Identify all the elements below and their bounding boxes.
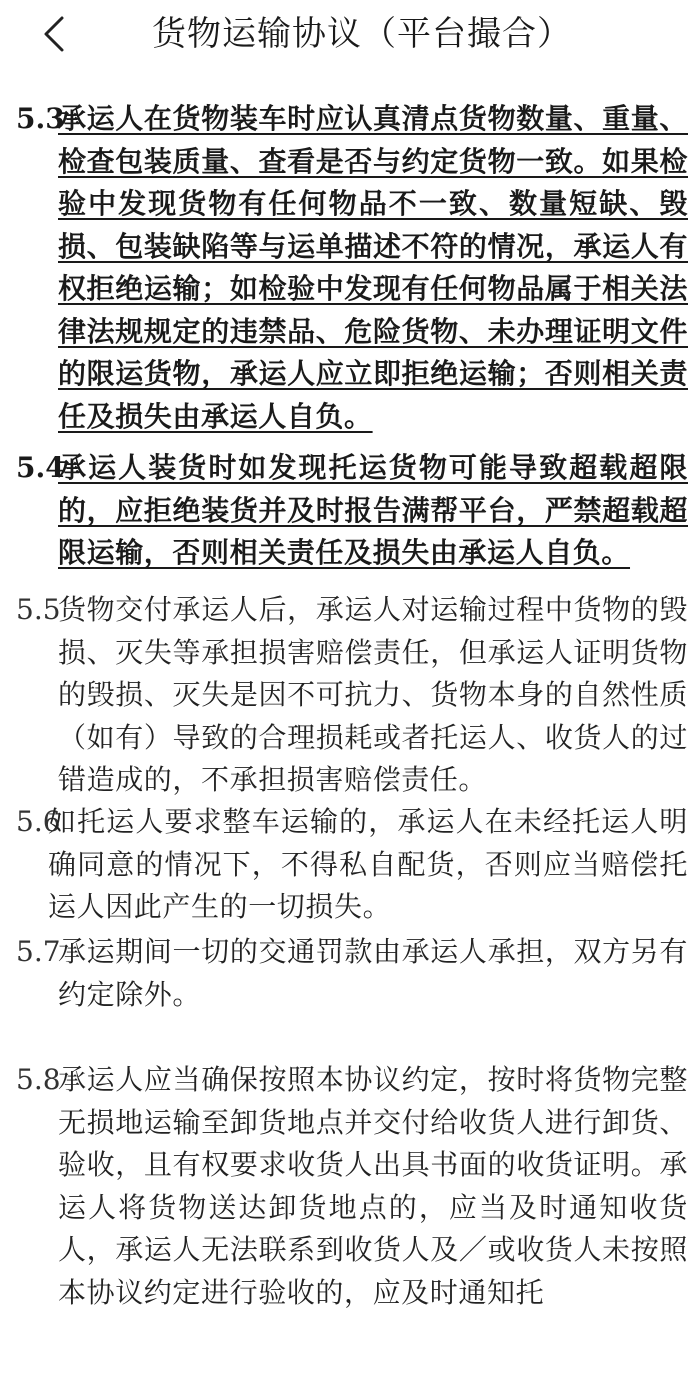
navigation-bar [0,0,700,76]
clause-number: 5.8 [16,1063,61,1096]
clause-number: 5.6 [16,805,61,838]
clause-text: 承运人装货时如发现托运货物可能导致超载超限的，应拒绝装货并及时报告满帮平台，严禁超载超限运输，否则相关责任及损失由承运人自负。 [58,451,688,569]
clause-text: 承运人应当确保按照本协议约定，按时将货物完整无损地运输至卸货地点并交付给收货人进行卸货、验收，且有权要求收货人出具书面的收货证明。承运人将货物送达卸货地点的，应当及时通知收货人，承运人无法联系到收货人及／或收货人未按照本协议约定进行验收的，应及时通知托 [58,1063,688,1309]
agreement-content [0,98,700,1339]
clause-5-4 [0,447,700,589]
clause-5-7 [0,931,700,1059]
clause-5-5 [0,589,700,801]
clause-text: 承运人在货物装车时应认真清点货物数量、重量、检查包装质量、查看是否与约定货物一致。如果检验中发现货物有任何物品不一致、数量短缺、毁损、包装缺陷等与运单描述不符的情况，承运人有权拒绝运输；如检验中发现有任何物品属于相关法律法规规定的违禁品、危险货物、未办理证明文件的限运货物，承运人应立即拒绝运输；否则相关责任及损失由承运人自负。 [58,102,688,433]
clause-number: 5.5 [16,593,61,626]
page-title: 货物运输协议（平台撮合） [152,14,572,54]
clause-text: 货物交付承运人后，承运人对运输过程中货物的毁损、灭失等承担损害赔偿责任，但承运人证明货物的毁损、灭失是因不可抗力、货物本身的自然性质（如有）导致的合理损耗或者托运人、收货人的过错造成的，不承担损害赔偿责任。 [58,593,688,796]
clause-number: 5.4 [16,451,65,484]
clause-5-6 [0,801,700,931]
clause-number: 5.7 [16,935,61,968]
clause-number: 5.3 [16,102,65,135]
clause-text: 承运期间一切的交通罚款由承运人承担，双方另有约定除外。 [58,935,688,1011]
clause-text: 如托运人要求整车运输的，承运人在未经托运人明确同意的情况下，不得私自配货，否则应当赔偿托运人因此产生的一切损失。 [48,805,688,923]
clause-5-8 [0,1059,700,1339]
clause-5-3 [0,98,700,447]
